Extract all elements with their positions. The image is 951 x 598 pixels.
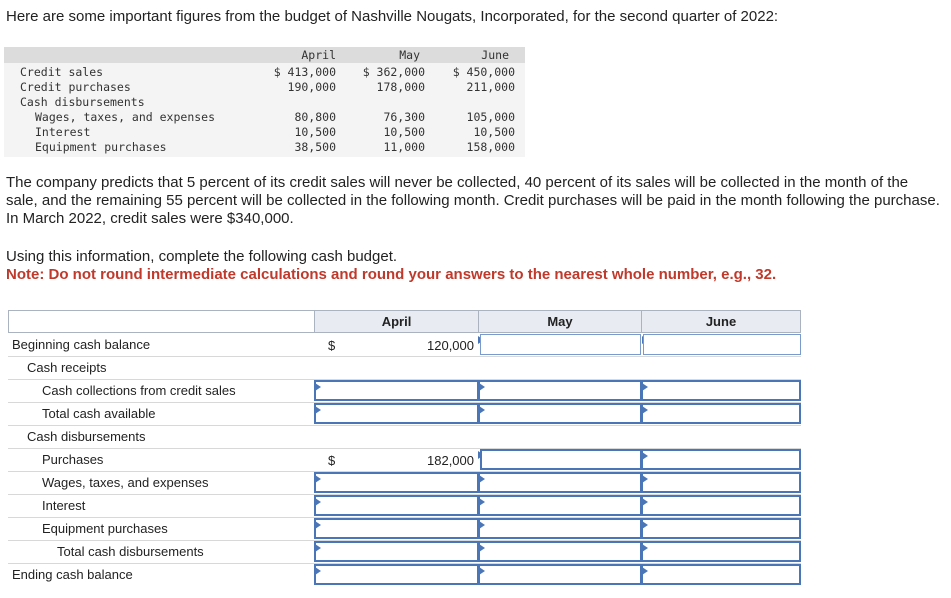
rounding-note: Note: Do not round intermediate calculations and round your answers to the nearest whole number, e.g., 32. (6, 266, 777, 283)
credit-purchases-april: 190,000 (287, 80, 336, 94)
label-column-header (8, 310, 314, 333)
dollar-sign: $ (328, 338, 336, 353)
input-marker-icon (315, 544, 321, 552)
row-label-interest: Interest (42, 498, 86, 513)
cash-budget-form (8, 310, 801, 586)
row-label-ending-cash: Ending cash balance (12, 567, 133, 582)
assumptions-paragraph: The company predicts that 5 percent of its credit sales will never be collected, 40 percent of its sales will be collected in the month of the sale, and the remaining 55 percent will be collected in the following month. Credit purchases will be paid in the month following the purchase. In March 2022, credit sales were $340,000. (6, 174, 940, 227)
equipment-may-input[interactable] (478, 518, 642, 539)
equipment-june-input[interactable] (641, 518, 801, 539)
budget-figures-table (4, 47, 525, 157)
total-disbursements-june-input[interactable] (641, 541, 801, 562)
interest-april: 10,500 (294, 125, 336, 139)
credit-purchases-may: 178,000 (376, 80, 425, 94)
total-available-june-input[interactable] (641, 403, 801, 424)
month-header-may: May (399, 48, 420, 62)
column-header-june: June (641, 310, 801, 333)
collections-june-input[interactable] (641, 380, 801, 401)
equipment-april: 38,500 (294, 140, 336, 154)
equipment-label: Equipment purchases (35, 140, 167, 154)
equipment-april-input[interactable] (314, 518, 479, 539)
row-label-total-available: Total cash available (42, 406, 156, 421)
input-marker-icon (642, 452, 648, 460)
beginning-cash-april-value: 120,000 (427, 338, 474, 353)
equipment-may: 11,000 (383, 140, 425, 154)
wages-may: 76,300 (383, 110, 425, 124)
beginning-cash-may-input[interactable] (480, 334, 641, 355)
interest-april-input[interactable] (314, 495, 479, 516)
interest-may-input[interactable] (478, 495, 642, 516)
total-available-may-input[interactable] (478, 403, 642, 424)
credit-purchases-june: 211,000 (466, 80, 515, 94)
total-available-april-input[interactable] (314, 403, 479, 424)
row-label-wages: Wages, taxes, and expenses (42, 475, 209, 490)
row-divider (8, 425, 801, 426)
beginning-cash-june-input[interactable] (643, 334, 801, 355)
ending-cash-april-input[interactable] (314, 564, 479, 585)
row-label-purchases: Purchases (42, 452, 104, 467)
input-marker-icon (642, 475, 648, 483)
row-label-equipment: Equipment purchases (42, 521, 168, 536)
credit-purchases-label: Credit purchases (20, 80, 131, 94)
input-marker-icon (479, 383, 485, 391)
input-marker-icon (642, 498, 648, 506)
purchases-april-value: 182,000 (427, 453, 474, 468)
credit-sales-may: $ 362,000 (362, 65, 425, 79)
cash-disbursements-label: Cash disbursements (20, 95, 145, 109)
ending-cash-june-input[interactable] (641, 564, 801, 585)
input-marker-icon (315, 383, 321, 391)
input-marker-icon (642, 383, 648, 391)
collections-may-input[interactable] (478, 380, 642, 401)
input-marker-icon (642, 521, 648, 529)
column-header-may: May (478, 310, 642, 333)
instructions-block (6, 248, 776, 284)
row-label-cash-disbursements: Cash disbursements (27, 429, 146, 444)
equipment-june: 158,000 (466, 140, 515, 154)
interest-june-input[interactable] (641, 495, 801, 516)
input-marker-icon (479, 406, 485, 414)
wages-june: 105,000 (466, 110, 515, 124)
column-header-april: April (314, 310, 479, 333)
input-marker-icon (315, 406, 321, 414)
month-header-april: April (301, 48, 336, 62)
input-marker-icon (479, 475, 485, 483)
input-marker-icon (315, 521, 321, 529)
total-disbursements-may-input[interactable] (478, 541, 642, 562)
interest-label: Interest (35, 125, 91, 139)
wages-label: Wages, taxes, and expenses (35, 110, 216, 124)
wages-april-input[interactable] (314, 472, 479, 493)
input-marker-icon (479, 498, 485, 506)
credit-sales-label: Credit sales (20, 65, 104, 79)
input-marker-icon (642, 544, 648, 552)
wages-may-input[interactable] (478, 472, 642, 493)
dollar-sign: $ (328, 453, 336, 468)
input-marker-icon (315, 567, 321, 575)
input-marker-icon (479, 521, 485, 529)
row-label-total-disbursements: Total cash disbursements (57, 544, 204, 559)
intro-text: Here are some important figures from the budget of Nashville Nougats, Incorporated, for the second quarter of 2022: (6, 8, 779, 25)
input-marker-icon (642, 567, 648, 575)
instruction-text: Using this information, complete the following cash budget. (6, 248, 398, 265)
total-disbursements-april-input[interactable] (314, 541, 479, 562)
row-label-cash-receipts: Cash receipts (27, 360, 107, 375)
collections-april-input[interactable] (314, 380, 479, 401)
interest-june: 10,500 (473, 125, 515, 139)
row-divider (8, 356, 801, 357)
credit-sales-april: $ 413,000 (273, 65, 336, 79)
interest-may: 10,500 (383, 125, 425, 139)
input-marker-icon (479, 567, 485, 575)
row-label-beginning-cash: Beginning cash balance (12, 337, 151, 352)
credit-sales-june: $ 450,000 (452, 65, 515, 79)
wages-june-input[interactable] (641, 472, 801, 493)
month-header-june: June (481, 48, 509, 62)
ending-cash-may-input[interactable] (478, 564, 642, 585)
input-marker-icon (315, 475, 321, 483)
wages-april: 80,800 (294, 110, 336, 124)
figures-header-row (4, 47, 525, 63)
row-label-collections: Cash collections from credit sales (42, 383, 236, 398)
purchases-june-input[interactable] (641, 449, 801, 470)
input-marker-icon (642, 406, 648, 414)
purchases-may-input[interactable] (480, 449, 642, 470)
input-marker-icon (315, 498, 321, 506)
input-marker-icon (479, 544, 485, 552)
